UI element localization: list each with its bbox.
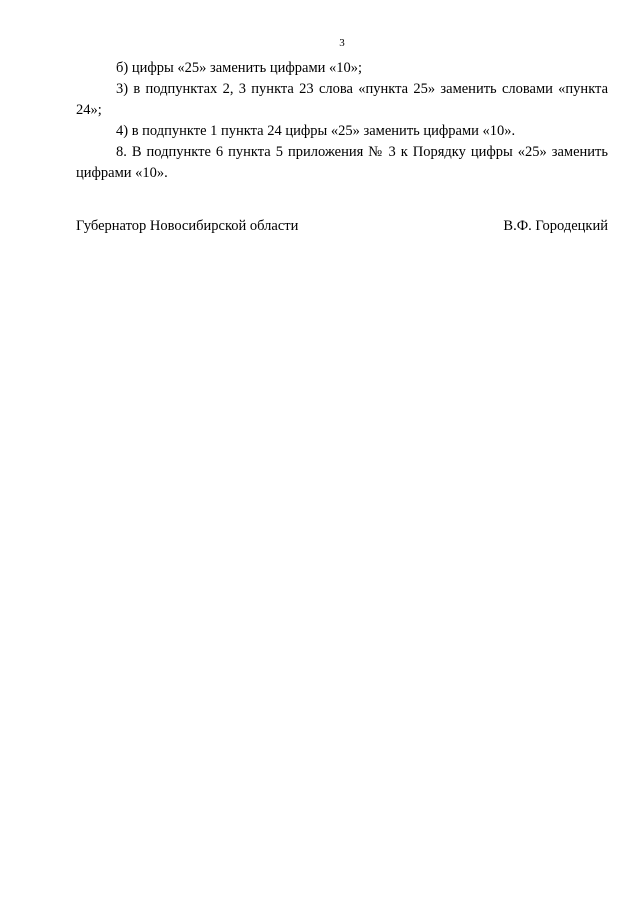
document-body [76, 58, 608, 184]
paragraph-b: б) цифры «25» заменить цифрами «10»; [116, 60, 363, 76]
signatory-name: В.Ф. Городецкий [503, 218, 608, 234]
signature-block [76, 216, 608, 237]
paragraph-3: 3) в подпунктах 2, 3 пункта 23 слова «пункта 25» заменить словами «пункта 24»; [76, 81, 608, 118]
paragraph-8: 8. В подпункте 6 пункта 5 приложения № 3 к Порядку цифры «25» заменить цифрами «10». [76, 144, 608, 181]
signatory-position: Губернатор Новосибирской области [76, 218, 299, 234]
page-number: 3 [339, 37, 345, 49]
paragraph-4: 4) в подпункте 1 пункта 24 цифры «25» заменить цифрами «10». [116, 123, 516, 139]
